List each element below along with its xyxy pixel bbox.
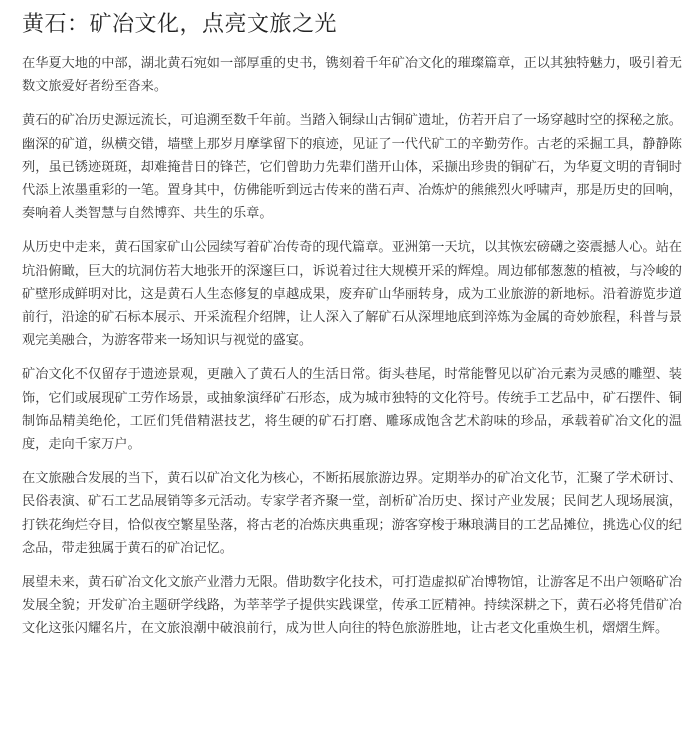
paragraph-daily-life: 矿冶文化不仅留存于遗迹景观，更融入了黄石人的生活日常。街头巷尾，时常能瞥见以矿冶元素为灵感的雕塑、装饰，它们或展现矿工劳作场景，或抽象演绎矿石形态，成为城市独特的文化符号。传统手工艺品中，矿石摆件、铜制饰品精美绝伦，工匠们凭借精湛技艺，将生硬的矿石打磨、雕琢成饱含艺术韵味的珍品，承载着矿冶文化的温度，走向千家万户。: [22, 367, 682, 453]
paragraph-mine-park: 从历史中走来，黄石国家矿山公园续写着矿冶传奇的现代篇章。亚洲第一天坑，以其恢宏磅礴之姿震撼人心。站在坑沿俯瞰，巨大的坑洞仿若大地张开的深邃巨口，诉说着过往大规模开采的辉煌。周边郁郁葱葱的植被，与冷峻的矿壁形成鲜明对比，这是黄石人生态修复的卓越成果，废弃矿山华丽转身，成为工业旅游的新地标。沿着游览步道前行，沿途的矿石标本展示、开采流程介绍牌，让人深入了解矿石从深埋地底到淬炼为金属的奇妙旅程，科普与景观完美融合，为游客带来一场知识与视觉的盛宴。: [22, 240, 682, 349]
paragraph-history: 黄石的矿冶历史源远流长，可追溯至数千年前。当踏入铜绿山古铜矿遗址，仿若开启了一场穿越时空的探秘之旅。幽深的矿道，纵横交错，墙壁上那岁月摩挲留下的痕迹，见证了一代代矿工的辛勤劳作。古老的采掘工具，静静陈列，虽已锈迹斑斑，却难掩昔日的锋芒，它们曾助力先辈们凿开山体，采撷出珍贵的铜矿石，为华夏文明的青铜时代添上浓墨重彩的一笔。置身其中，仿佛能听到远古传来的凿石声、冶炼炉的熊熊烈火呼啸声，那是历史的回响，奏响着人类智慧与自然博弈、共生的乐章。: [22, 113, 682, 222]
paragraph-tourism-integration: 在文旅融合发展的当下，黄石以矿冶文化为核心，不断拓展旅游边界。定期举办的矿冶文化节，汇聚了学术研讨、民俗表演、矿石工艺品展销等多元活动。专家学者齐聚一堂，剖析矿冶历史、探讨产业发展；民间艺人现场展演，打铁花绚烂夺目，恰似夜空繁星坠落，将古老的冶炼庆典重现；游客穿梭于琳琅满目的工艺品摊位，挑选心仪的纪念品，带走独属于黄石的矿冶记忆。: [22, 471, 682, 556]
paragraph-intro: 在华夏大地的中部，湖北黄石宛如一部厚重的史书，镌刻着千年矿冶文化的璀璨篇章，正以其独特魅力，吸引着无数文旅爱好者纷至沓来。: [22, 56, 682, 95]
paragraph-outlook: 展望未来，黄石矿冶文化文旅产业潜力无限。借助数字化技术，可打造虚拟矿冶博物馆，让游客足不出户领略矿冶发展全貌；开发矿冶主题研学线路，为莘莘学子提供实践课堂，传承工匠精神。持续深耕之下，黄石必将凭借矿冶文化这张闪耀名片，在文旅浪潮中破浪前行，成为世人向往的特色旅游胜地，让古老文化重焕生机，熠熠生辉。: [22, 575, 682, 637]
article-title: 黄石：矿冶文化，点亮文旅之光: [22, 12, 338, 37]
